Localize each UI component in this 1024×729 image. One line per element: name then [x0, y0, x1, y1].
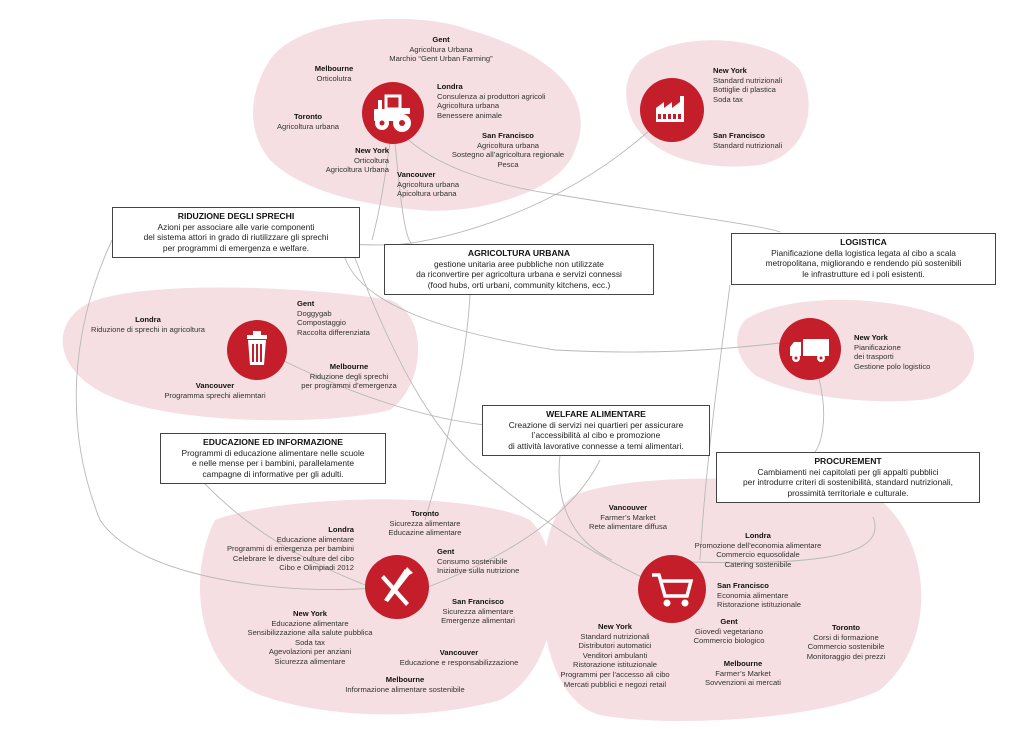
industry-label-san-francisco: San Francisco Standard nutrizionali	[713, 131, 783, 150]
theme-box-education: EDUCAZIONE ED INFORMAZIONE Programmi di educazione alimentare nelle scuole e nelle mense per i bambini, parallelamente campagne di informative per gli adulti.	[160, 433, 386, 484]
edu-label-londra: Londra Educazione alimentare Programmi di emergenza per bambini Celebrare le diverse culture del cibo Cibo e Olimpiadi 2012	[226, 525, 354, 573]
agri-label-san-francisco: San Francisco Agricoltura urbana Sostegno all’agricoltura regionale Pesca	[451, 131, 565, 169]
truck-icon	[779, 318, 841, 380]
edu-label-vancouver: Vancouver Educazione e responsabilizzazione	[399, 648, 519, 667]
waste-label-melbourne: Melbourne Riduzione degli sprechi per programmi d’emergenza	[301, 362, 397, 391]
proc-label-san-francisco: San Francisco Economia alimentare Ristorazione istituzionale	[717, 581, 801, 610]
theme-box-food-welfare: WELFARE ALIMENTARE Creazione di servizi nei quartieri per assicurare l’accessibilità al cibo e promozione di attività lavorative connesse a temi alimentari.	[482, 405, 710, 456]
industry-label-new-york: New York Standard nutrizionali Bottiglie di plastica Soda tax	[713, 66, 783, 104]
proc-label-gent: Gent Giovedì vegetariano Commercio biologico	[693, 617, 765, 646]
trash-bin-icon	[227, 320, 287, 380]
proc-label-vancouver: Vancouver Farmer’s Market Rete alimentare diffusa	[589, 503, 667, 532]
theme-box-procurement: PROCUREMENT Cambiamenti nei capitolati per gli appalti pubblici per introdurre criteri di sostenibilità, standard nutrizionali, prossimità territoriale e culturale.	[716, 452, 980, 503]
agri-label-londra: Londra Consulenza ai produttori agricoli Agricoltura urbana Benessere animale	[437, 82, 546, 120]
proc-label-new-york: New York Standard nutrizionali Distributori automatici Venditori ambulanti Ristorazione istituzionale Programmi per l’accesso ali cibo Mercati pubblici e negozi retail	[560, 622, 670, 689]
proc-label-toronto: Toronto Corsi di formazione Commercio sostenibile Monitoraggio dei prezzi	[806, 623, 886, 661]
proc-label-melbourne: Melbourne Farmer’s Market Sovvenzioni ai mercati	[705, 659, 781, 688]
edu-label-gent: Gent Consumo sostenibile Iniziative sulla nutrizione	[437, 547, 520, 576]
proc-label-londra: Londra Promozione dell’economia alimentare Commercio equosolidale Catering sostenibile	[694, 531, 822, 569]
edu-label-san-francisco: San Francisco Sicurezza alimentare Emergenze alimentari	[441, 597, 515, 626]
edu-label-melbourne: Melbourne Informazione alimentare sostenibile	[345, 675, 465, 694]
theme-box-logistics: LOGISTICA Pianificazione della logistica legata al cibo a scala metropolitana, migliorando e rendendo più sostenibili le infrastrutture ed i poli esistenti.	[731, 233, 996, 285]
logistics-label-new-york: New York Pianificazione dei trasporti Gestione polo logistico	[854, 333, 931, 371]
edu-label-new-york: New York Educazione alimentare Sensibilizzazione alla salute pubblica Soda tax Agevolazioni per anziani Sicurezza alimentare	[247, 609, 373, 666]
waste-label-gent: Gent Doggygab Compostaggio Raccolta differenziata	[297, 299, 370, 337]
waste-label-londra: Londra Riduzione di sprechi in agricoltura	[91, 315, 205, 334]
edu-label-toronto: Toronto Sicurezza alimentare Educazine alimentare	[388, 509, 462, 538]
theme-box-urban-agriculture: AGRICOLTURA URBANA gestione unitaria aree pubbliche non utilizzate da riconvertire per agricoltura urbana e servizi connessi (food hubs, orti urbani, community kitchens, ecc.)	[384, 244, 654, 295]
tractor-icon	[362, 82, 424, 144]
theme-box-waste-reduction: RIDUZIONE DEGLI SPRECHI Azioni per associare alle varie componenti del sistema attori in grado di riutilizzare gli sprechi per programmi di emergenza e welfare.	[112, 207, 360, 258]
agri-label-gent: Gent Agricoltura Urbana Marchio “Gent Urban Farming”	[389, 35, 493, 64]
agri-label-melbourne: Melbourne Orticolutra	[314, 64, 354, 83]
agri-label-vancouver: Vancouver Agricoltura urbana Apicoltura urbana	[397, 170, 460, 199]
agri-label-toronto: Toronto Agricoltura urbana	[276, 112, 340, 131]
factory-icon	[640, 78, 704, 142]
waste-label-vancouver: Vancouver Programma sprechi aliemntari	[164, 381, 266, 400]
agri-label-new-york: New York Orticoltura Agricoltura Urbana	[325, 146, 389, 175]
